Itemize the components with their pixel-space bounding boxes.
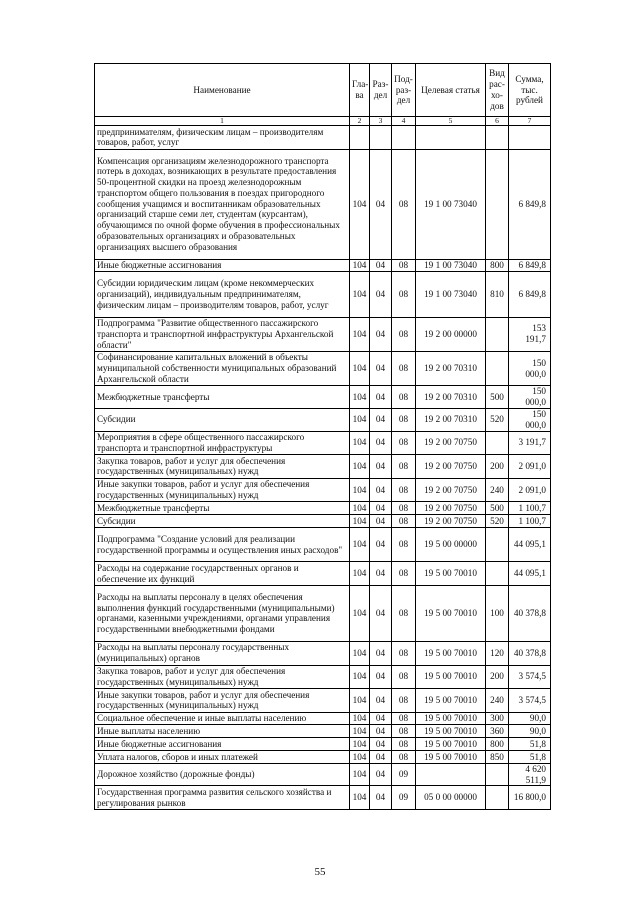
row-sum: 90,0: [509, 712, 551, 725]
row-section: 04: [370, 786, 392, 810]
row-article: 19 5 00 70010: [416, 585, 486, 641]
row-article: 19 5 00 00000: [416, 527, 486, 561]
row-sum: 2 091,0: [509, 455, 551, 479]
row-name: Расходы на содержание государственных органов и обеспечение их функций: [95, 562, 350, 586]
row-article: 19 5 00 70010: [416, 641, 486, 665]
table-row: [95, 738, 551, 751]
table-row: [95, 725, 551, 738]
table-row: [95, 763, 551, 786]
row-name: Межбюджетные трансферты: [95, 502, 350, 515]
row-article: 19 2 00 70750: [416, 431, 486, 455]
row-subsection: [392, 126, 416, 150]
row-chapter: 104: [350, 317, 370, 351]
row-expense-type: 200: [486, 455, 509, 479]
row-sum: 51,8: [509, 751, 551, 764]
row-sum: 150 000,0: [509, 408, 551, 431]
row-section: 04: [370, 763, 392, 786]
table-row: [95, 478, 551, 502]
row-expense-type: 800: [486, 738, 509, 751]
row-sum: 44 095,1: [509, 527, 551, 561]
row-expense-type: [486, 562, 509, 586]
row-sum: 40 378,8: [509, 641, 551, 665]
row-section: 04: [370, 386, 392, 409]
row-chapter: 104: [350, 712, 370, 725]
row-chapter: 104: [350, 786, 370, 810]
table-row: [95, 689, 551, 713]
row-expense-type: 240: [486, 689, 509, 713]
row-article: 19 2 00 70310: [416, 351, 486, 385]
row-sum: 4 620 511,9: [509, 763, 551, 786]
table-row: [95, 515, 551, 528]
row-sum: 3 574,5: [509, 665, 551, 689]
row-name: Социальное обеспечение и иные выплаты населению: [95, 712, 350, 725]
row-sum: 6 849,8: [509, 149, 551, 259]
row-chapter: 104: [350, 515, 370, 528]
row-name: Расходы на выплаты персоналу государственных (муниципальных) органов: [95, 641, 350, 665]
budget-table: [94, 63, 551, 810]
header-subsection: Под- раз- дел: [392, 64, 416, 117]
row-section: [370, 126, 392, 150]
row-name: Мероприятия в сфере общественного пассажирского транспорта и транспортной инфраструктуры: [95, 431, 350, 455]
row-section: 04: [370, 408, 392, 431]
row-section: 04: [370, 689, 392, 713]
table-body: [95, 126, 551, 810]
row-sum: 3 574,5: [509, 689, 551, 713]
row-subsection: 08: [392, 431, 416, 455]
row-expense-type: [486, 786, 509, 810]
table-row: [95, 641, 551, 665]
row-chapter: 104: [350, 527, 370, 561]
row-name: Софинансирование капитальных вложений в объекты муниципальной собственности муниципальных образований Архангельской области: [95, 351, 350, 385]
row-section: 04: [370, 478, 392, 502]
row-article: 19 2 00 70750: [416, 515, 486, 528]
row-chapter: 104: [350, 259, 370, 272]
row-sum: 6 849,8: [509, 272, 551, 317]
row-sum: 6 849,8: [509, 259, 551, 272]
row-subsection: 08: [392, 408, 416, 431]
row-sum: 3 191,7: [509, 431, 551, 455]
column-number-row: [95, 117, 551, 126]
row-subsection: 08: [392, 712, 416, 725]
row-sum: 44 095,1: [509, 562, 551, 586]
row-expense-type: [486, 126, 509, 150]
table-row: [95, 149, 551, 259]
row-expense-type: [486, 431, 509, 455]
row-subsection: 08: [392, 751, 416, 764]
table-row: [95, 408, 551, 431]
col-number: 3: [370, 117, 392, 126]
row-chapter: 104: [350, 431, 370, 455]
row-section: 04: [370, 562, 392, 586]
header-expense-type: Вид рас- хо- дов: [486, 64, 509, 117]
row-article: 19 5 00 70010: [416, 665, 486, 689]
row-expense-type: [486, 763, 509, 786]
row-name: Субсидии юридическим лицам (кроме некоммерческих организаций), индивидуальным предпринимателям, физическим лицам – производителям товаров, работ, услуг: [95, 272, 350, 317]
col-number: 1: [95, 117, 350, 126]
row-expense-type: [486, 527, 509, 561]
row-section: 04: [370, 515, 392, 528]
row-section: 04: [370, 272, 392, 317]
row-name: Закупка товаров, работ и услуг для обеспечения государственных (муниципальных) нужд: [95, 665, 350, 689]
row-expense-type: 850: [486, 751, 509, 764]
row-name: Иные выплаты населению: [95, 725, 350, 738]
row-expense-type: 520: [486, 515, 509, 528]
row-section: 04: [370, 712, 392, 725]
row-sum: 40 378,8: [509, 585, 551, 641]
table-row: [95, 455, 551, 479]
row-chapter: [350, 126, 370, 150]
header-article: Целевая статья: [416, 64, 486, 117]
row-expense-type: [486, 351, 509, 385]
table-row: [95, 585, 551, 641]
row-subsection: 08: [392, 259, 416, 272]
row-name: Субсидии: [95, 408, 350, 431]
row-name: предпринимателям, физическим лицам – производителям товаров, работ, услуг: [95, 126, 350, 150]
row-section: 04: [370, 527, 392, 561]
row-sum: 1 100,7: [509, 502, 551, 515]
row-name: Субсидии: [95, 515, 350, 528]
header-section: Раз- дел: [370, 64, 392, 117]
row-name: Закупка товаров, работ и услуг для обеспечения государственных (муниципальных) нужд: [95, 455, 350, 479]
row-name: Дорожное хозяйство (дорожные фонды): [95, 763, 350, 786]
row-chapter: 104: [350, 689, 370, 713]
row-article: 19 2 00 70750: [416, 478, 486, 502]
row-expense-type: 810: [486, 272, 509, 317]
row-subsection: 08: [392, 562, 416, 586]
table-row: [95, 386, 551, 409]
row-article: 19 5 00 70010: [416, 689, 486, 713]
row-subsection: 08: [392, 689, 416, 713]
row-article: 19 2 00 70750: [416, 455, 486, 479]
row-article: [416, 126, 486, 150]
header-row: [95, 64, 551, 117]
row-subsection: 08: [392, 455, 416, 479]
row-article: 05 0 00 00000: [416, 786, 486, 810]
row-chapter: 104: [350, 725, 370, 738]
row-section: 04: [370, 585, 392, 641]
row-name: Межбюджетные трансферты: [95, 386, 350, 409]
row-expense-type: 360: [486, 725, 509, 738]
row-name: Иные закупки товаров, работ и услуг для обеспечения государственных (муниципальных) нужд: [95, 689, 350, 713]
row-chapter: 104: [350, 351, 370, 385]
row-subsection: 08: [392, 725, 416, 738]
col-number: 5: [416, 117, 486, 126]
row-article: 19 5 00 70010: [416, 712, 486, 725]
row-article: 19 1 00 73040: [416, 149, 486, 259]
row-subsection: 08: [392, 585, 416, 641]
row-chapter: 104: [350, 272, 370, 317]
table-row: [95, 272, 551, 317]
row-subsection: 08: [392, 317, 416, 351]
header-chapter: Гла- ва: [350, 64, 370, 117]
row-subsection: 08: [392, 738, 416, 751]
row-section: 04: [370, 502, 392, 515]
table-row: [95, 502, 551, 515]
row-chapter: 104: [350, 149, 370, 259]
table-row: [95, 786, 551, 810]
row-article: 19 2 00 70310: [416, 408, 486, 431]
row-name: Расходы на выплаты персоналу в целях обеспечения выполнения функций государственными (муниципальными) органами, казенными учреждениями, органами управления государственными внебюджетными фондами: [95, 585, 350, 641]
row-expense-type: 240: [486, 478, 509, 502]
row-name: Подпрограмма "Создание условий для реализации государственной программы и осуществления иных расходов": [95, 527, 350, 561]
table-row: [95, 126, 551, 150]
row-sum: 1 100,7: [509, 515, 551, 528]
table-row: [95, 712, 551, 725]
page-number: 55: [314, 866, 326, 878]
table-row: [95, 259, 551, 272]
row-article: 19 1 00 73040: [416, 272, 486, 317]
row-expense-type: 520: [486, 408, 509, 431]
row-expense-type: [486, 317, 509, 351]
row-expense-type: 800: [486, 259, 509, 272]
row-subsection: 09: [392, 763, 416, 786]
table-row: [95, 665, 551, 689]
row-expense-type: 120: [486, 641, 509, 665]
row-chapter: 104: [350, 386, 370, 409]
row-chapter: 104: [350, 562, 370, 586]
col-number: 6: [486, 117, 509, 126]
row-sum: 2 091,0: [509, 478, 551, 502]
row-section: 04: [370, 317, 392, 351]
row-chapter: 104: [350, 478, 370, 502]
row-sum: 150 000,0: [509, 386, 551, 409]
row-section: 04: [370, 259, 392, 272]
row-article: 19 5 00 70010: [416, 725, 486, 738]
row-section: 04: [370, 455, 392, 479]
row-section: 04: [370, 738, 392, 751]
row-section: 04: [370, 149, 392, 259]
row-name: Компенсация организациям железнодорожного транспорта потерь в доходах, возникающих в результате предоставления 50-процентной скидки на проезд железнодорожным транспортом общего пользования в поездах пригородного сообщения учащимся и воспитанникам образовательных организаций старше семи лет, студентам (курсантам), обучающимся по очной форме обучения в профессиональных образовательных организациях и образовательных организациях высшего образования: [95, 149, 350, 259]
row-sum: 153 191,7: [509, 317, 551, 351]
row-chapter: 104: [350, 763, 370, 786]
row-subsection: 08: [392, 149, 416, 259]
row-expense-type: 500: [486, 502, 509, 515]
row-sum: 150 000,0: [509, 351, 551, 385]
row-subsection: 08: [392, 527, 416, 561]
row-sum: 16 800,0: [509, 786, 551, 810]
row-chapter: 104: [350, 641, 370, 665]
row-article: [416, 763, 486, 786]
table-row: [95, 351, 551, 385]
table-row: [95, 317, 551, 351]
col-number: 4: [392, 117, 416, 126]
row-section: 04: [370, 351, 392, 385]
row-sum: [509, 126, 551, 150]
row-chapter: 104: [350, 738, 370, 751]
row-name: Подпрограмма "Развитие общественного пассажирского транспорта и транспортной инфраструктуры Архангельской области": [95, 317, 350, 351]
row-article: 19 5 00 70010: [416, 751, 486, 764]
header-name: Наименование: [95, 64, 350, 117]
row-name: Иные бюджетные ассигнования: [95, 738, 350, 751]
row-subsection: 08: [392, 386, 416, 409]
row-article: 19 2 00 70750: [416, 502, 486, 515]
row-subsection: 08: [392, 515, 416, 528]
row-expense-type: 200: [486, 665, 509, 689]
row-subsection: 08: [392, 502, 416, 515]
row-article: 19 5 00 70010: [416, 562, 486, 586]
col-number: 2: [350, 117, 370, 126]
row-subsection: 08: [392, 478, 416, 502]
header-sum: Сумма, тыс. рублей: [509, 64, 551, 117]
row-subsection: 09: [392, 786, 416, 810]
row-article: 19 1 00 73040: [416, 259, 486, 272]
row-subsection: 08: [392, 665, 416, 689]
row-expense-type: 300: [486, 712, 509, 725]
row-section: 04: [370, 665, 392, 689]
row-chapter: 104: [350, 408, 370, 431]
row-chapter: 104: [350, 751, 370, 764]
row-section: 04: [370, 751, 392, 764]
row-name: Государственная программа развития сельского хозяйства и регулирования рынков: [95, 786, 350, 810]
row-name: Иные закупки товаров, работ и услуг для обеспечения государственных (муниципальных) нужд: [95, 478, 350, 502]
row-expense-type: [486, 149, 509, 259]
row-expense-type: 500: [486, 386, 509, 409]
row-name: Уплата налогов, сборов и иных платежей: [95, 751, 350, 764]
row-chapter: 104: [350, 502, 370, 515]
row-chapter: 104: [350, 585, 370, 641]
row-expense-type: 100: [486, 585, 509, 641]
table-row: [95, 431, 551, 455]
row-section: 04: [370, 431, 392, 455]
row-chapter: 104: [350, 455, 370, 479]
col-number: 7: [509, 117, 551, 126]
row-subsection: 08: [392, 272, 416, 317]
table-row: [95, 527, 551, 561]
row-sum: 51,8: [509, 738, 551, 751]
row-chapter: 104: [350, 665, 370, 689]
row-subsection: 08: [392, 641, 416, 665]
table-row: [95, 562, 551, 586]
table-row: [95, 751, 551, 764]
row-sum: 90,0: [509, 725, 551, 738]
row-subsection: 08: [392, 351, 416, 385]
row-section: 04: [370, 641, 392, 665]
row-article: 19 5 00 70010: [416, 738, 486, 751]
row-article: 19 2 00 70310: [416, 386, 486, 409]
row-section: 04: [370, 725, 392, 738]
row-name: Иные бюджетные ассигнования: [95, 259, 350, 272]
row-article: 19 2 00 00000: [416, 317, 486, 351]
